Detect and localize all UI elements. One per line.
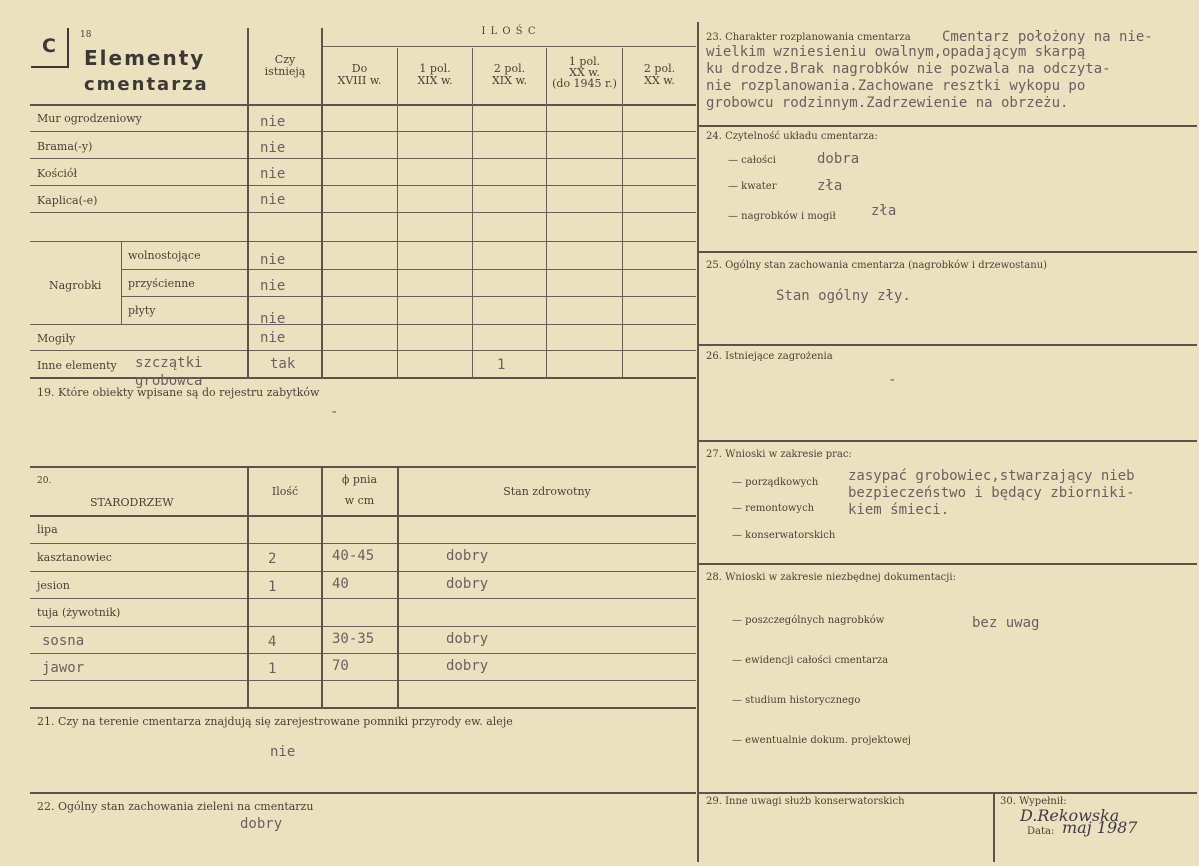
rule <box>698 440 1197 442</box>
s24-row-value: dobra <box>817 151 860 167</box>
rule <box>30 131 696 132</box>
s27-item: — porządkowych <box>732 477 819 488</box>
rule <box>30 212 696 213</box>
col-header-period: 2 pol. XIX w. <box>491 62 528 87</box>
s23-label: 23. Charakter rozplanowania cmentarza <box>706 32 911 43</box>
nagrobki-label: Nagrobki <box>49 279 102 292</box>
s22-label: 22. Ogólny stan zachowania zieleni na cmentarzu <box>37 800 314 813</box>
rule <box>622 48 623 377</box>
rule <box>698 251 1197 253</box>
s24-row-label: — kwater <box>728 181 777 192</box>
rule <box>30 598 696 599</box>
tree-diameter: 30-35 <box>332 631 375 647</box>
row-value: nie <box>260 311 286 327</box>
s29-label: 29. Inne uwagi służb konserwatorskich <box>706 796 905 807</box>
s30-date: maj 1987 <box>1062 818 1138 837</box>
col-header-exists: Czy istnieją <box>264 53 306 78</box>
s30-date-label: Data: <box>1027 826 1055 837</box>
row-typed-note: szczątki grobowca <box>135 355 203 389</box>
s24-row-value: zła <box>817 178 843 194</box>
s26-label: 26. Istniejące zagrożenia <box>706 351 833 362</box>
tree-diameter: 40-45 <box>332 548 375 564</box>
tree-count: 4 <box>268 634 277 650</box>
s28-item: — ewidencji całości cmentarza <box>732 655 889 666</box>
s21-label: 21. Czy na terenie cmentarza znajdują się zarejestrowane pomniki przyrody ew. aleje <box>37 715 513 728</box>
s24-row-label: — nagrobków i mogił <box>728 211 836 222</box>
col-header-period: 1 pol. XIX w. <box>417 62 453 87</box>
rule <box>30 571 696 572</box>
rule <box>322 46 696 47</box>
rule <box>698 792 1197 794</box>
s22-value: dobry <box>240 816 283 832</box>
row-value: tak <box>270 356 296 372</box>
s27-label: 27. Wnioski w zakresie prac: <box>706 449 852 460</box>
s24-row-label: — całości <box>728 155 776 166</box>
rule <box>397 466 399 707</box>
rule <box>247 28 249 378</box>
row-count: 1 <box>497 357 506 373</box>
row-label: wolnostojące <box>128 249 201 262</box>
tree-state: dobry <box>446 658 489 674</box>
rule <box>30 241 696 242</box>
row-label: Inne elementy <box>37 359 117 372</box>
rule <box>30 792 696 794</box>
rule <box>121 241 122 324</box>
s21-value: nie <box>270 744 296 760</box>
s20-col-diameter-unit: w cm <box>344 494 375 507</box>
s19-label: 19. Które obiekty wpisane są do rejestru zabytków <box>37 386 320 399</box>
s30-label: 30. Wypełnił: <box>1000 796 1067 807</box>
s28-item: — studium historycznego <box>732 695 861 706</box>
s24-label: 24. Czytelność układu cmentarza: <box>706 131 878 142</box>
rule <box>30 185 696 186</box>
s20-title: STARODRZEW <box>90 496 174 509</box>
tree-name: sosna <box>42 633 85 649</box>
tree-state: dobry <box>446 548 489 564</box>
s20-col-count: Ilość <box>271 485 299 498</box>
rule <box>30 543 696 544</box>
row-value: nie <box>260 330 286 346</box>
s27-typed: zasypać grobowiec,stwarzający nieb bezpieczeństwo i będący zbiorniki- kiem śmieci. <box>848 468 1135 518</box>
s30-author: D.Rekowska <box>1020 806 1120 825</box>
s19-value: - <box>330 404 339 420</box>
row-value: nie <box>260 278 286 294</box>
col-header-period: Do XVIII w. <box>337 62 382 87</box>
rule <box>247 466 249 707</box>
section-title-line2: cmentarza <box>84 74 209 95</box>
rule <box>30 707 696 709</box>
row-label: Kaplica(-e) <box>37 194 98 207</box>
s27-item: — remontowych <box>732 503 815 514</box>
rule <box>30 104 696 106</box>
row-label: Mogiły <box>37 332 76 345</box>
rule <box>993 792 995 862</box>
section-letter: C <box>31 28 69 68</box>
tree-name: tuja (żywotnik) <box>37 606 121 619</box>
rule <box>30 626 696 627</box>
s28-label: 28. Wnioski w zakresie niezbędnej dokumentacji: <box>706 572 956 583</box>
s28-value: bez uwag <box>972 615 1040 631</box>
row-value: nie <box>260 166 286 182</box>
rule <box>121 296 696 297</box>
tree-state: dobry <box>446 631 489 647</box>
rule <box>698 125 1197 127</box>
s23-text: wielkim wzniesieniu owalnym,opadającym skarpą ku drodze.Brak nagrobków nie pozwala na odczyta- nie rozplanowania.Zachowane resztki wykopu po grobowcu rodzinnym.Zadrzewienie na obrzeżu. <box>706 44 1111 111</box>
rule <box>30 158 696 159</box>
rule <box>30 466 696 468</box>
col-header-period: 2 pol. XX w. <box>643 62 676 87</box>
row-label: Kościół <box>37 167 78 180</box>
s28-item: — ewentualnie dokum. projektowej <box>732 735 912 746</box>
rule <box>30 350 696 351</box>
rule <box>30 653 696 654</box>
row-value: nie <box>260 114 286 130</box>
row-value: nie <box>260 192 286 208</box>
s24-row-value: zła <box>871 203 897 219</box>
tree-count: 1 <box>268 579 277 595</box>
s20-number: 20. <box>37 476 52 486</box>
tree-name: kasztanowiec <box>37 551 112 564</box>
tree-diameter: 40 <box>332 576 349 592</box>
s25-value: Stan ogólny zły. <box>776 288 911 304</box>
tree-diameter: 70 <box>332 658 349 674</box>
row-label: Brama(-y) <box>37 140 93 153</box>
s23-first-line: Cmentarz położony na nie- <box>942 29 1153 45</box>
rule <box>30 515 696 517</box>
s26-value: - <box>888 372 897 388</box>
row-label: Mur ogrodzeniowy <box>37 112 142 125</box>
s28-item: — poszczególnych nagrobków <box>732 615 885 626</box>
tree-name: jesion <box>37 579 70 592</box>
rule <box>30 324 696 325</box>
tree-name: jawor <box>42 660 85 676</box>
rule <box>698 344 1197 346</box>
rule <box>698 563 1197 565</box>
row-label: przyścienne <box>128 277 195 290</box>
section-title-line1: Elementy <box>84 46 206 70</box>
s27-item: — konserwatorskich <box>732 530 836 541</box>
col-header-period: 1 pol. XX w. (do 1945 r.) <box>552 55 617 90</box>
rule <box>546 48 547 377</box>
rule <box>30 377 696 379</box>
rule <box>121 269 696 270</box>
tree-count: 1 <box>268 661 277 677</box>
rule <box>397 48 398 377</box>
rule <box>697 22 699 862</box>
col-header-quantity: I L O Ś C <box>481 26 537 37</box>
row-label: płyty <box>128 304 156 317</box>
rule <box>30 680 696 681</box>
tree-state: dobry <box>446 576 489 592</box>
s20-col-state: Stan zdrowotny <box>503 485 591 498</box>
rule <box>472 48 473 377</box>
tree-count: 2 <box>268 551 277 567</box>
row-value: nie <box>260 140 286 156</box>
s20-col-diameter: ϕ pnia <box>341 473 378 486</box>
tree-name: lipa <box>37 523 58 536</box>
s25-label: 25. Ogólny stan zachowania cmentarza (nagrobków i drzewostanu) <box>706 260 1048 271</box>
section-number: 18 <box>80 30 92 40</box>
row-value: nie <box>260 252 286 268</box>
